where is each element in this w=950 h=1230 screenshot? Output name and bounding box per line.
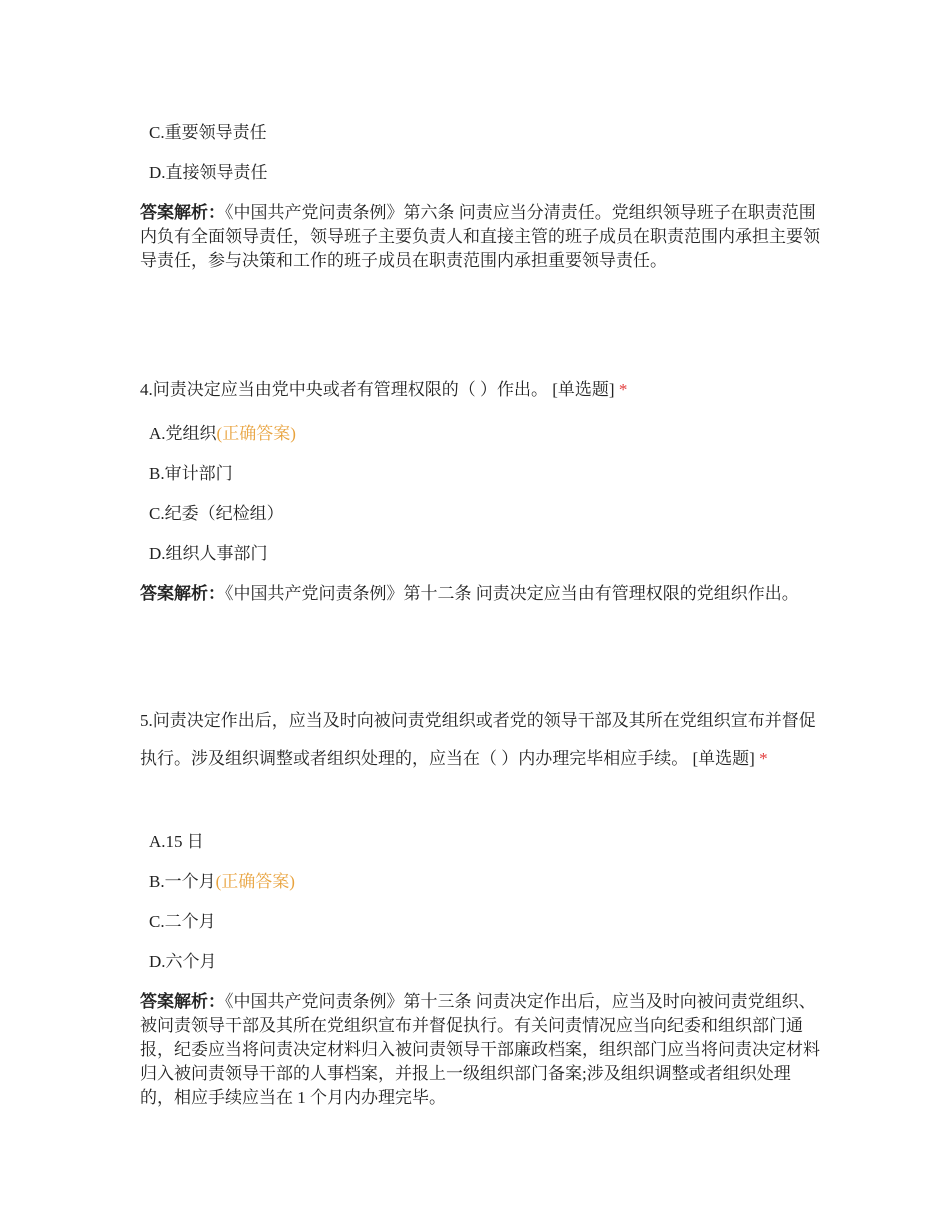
- option-label: D.直接领导责任: [149, 163, 268, 182]
- analysis-text: 《中国共产党问责条例》第十三条 问责决定作出后，应当及时向被问责党组织、被问责领导干部及其所在党组织宣布并督促执行。有关问责情况应当向纪委和组织部门通报，纪委应当将问责决定材料归入被问责领导干部廉政档案，组织部门应当将问责决定材料归入被问责领导干部的人事档案，并报上一级组织部门备案;涉及组织调整或者组织处理的，相应手续应当在 1 个月内办理完毕。: [140, 992, 820, 1107]
- option-label: B.一个月: [149, 872, 216, 891]
- option-label: D.组织人事部门: [149, 544, 268, 563]
- analysis-text: 《中国共产党问责条例》第六条 问责应当分清责任。党组织领导班子在职责范围内负有全面领导责任，领导班子主要负责人和直接主管的班子成员在职责范围内承担主要领导责任，参与决策和工作的班子成员在职责范围内承担重要领导责任。: [140, 203, 820, 270]
- q5-option-b: [149, 870, 295, 894]
- option-label: A.15 日: [149, 832, 204, 851]
- correct-answer-tag: (正确答案): [215, 872, 295, 891]
- option-label: C.重要领导责任: [149, 123, 267, 142]
- question-text: 4.问责决定应当由党中央或者有管理权限的（ ）作出。: [140, 380, 548, 399]
- analysis-label: 答案解析：: [140, 992, 225, 1011]
- option-label: A.党组织: [149, 424, 217, 443]
- q3-answer-analysis: [140, 201, 820, 273]
- required-mark: *: [759, 749, 768, 768]
- option-label: D.六个月: [149, 952, 217, 971]
- q5-option-a: [149, 830, 204, 854]
- question-type: [单选题]: [552, 380, 615, 399]
- q4-answer-analysis: [140, 582, 820, 606]
- q4-option-c: [149, 502, 284, 526]
- q4-question: [140, 371, 820, 409]
- q5-option-d: [149, 950, 217, 974]
- q5-option-c: [149, 910, 216, 934]
- question-text: 5.问责决定作出后，应当及时向被问责党组织或者党的领导干部及其所在党组织宣布并督促执行。涉及组织调整或者组织处理的，应当在（ ）内办理完毕相应手续。: [140, 711, 816, 768]
- analysis-text: 《中国共产党问责条例》第十二条 问责决定应当由有管理权限的党组织作出。: [225, 584, 799, 603]
- option-label: B.审计部门: [149, 464, 233, 483]
- q4-option-a: [149, 422, 296, 446]
- q5-answer-analysis: [140, 990, 820, 1110]
- analysis-label: 答案解析：: [140, 584, 225, 603]
- q4-option-b: [149, 462, 233, 486]
- required-mark: *: [618, 380, 628, 399]
- q4-option-d: [149, 542, 268, 566]
- analysis-label: 答案解析：: [140, 203, 225, 222]
- question-type: [单选题]: [692, 749, 755, 768]
- q3-option-c: [149, 121, 267, 145]
- correct-answer-tag: (正确答案): [216, 424, 296, 443]
- q5-question: [140, 702, 820, 778]
- option-label: C.纪委（纪检组）: [149, 504, 284, 523]
- option-label: C.二个月: [149, 912, 216, 931]
- q3-option-d: [149, 161, 268, 185]
